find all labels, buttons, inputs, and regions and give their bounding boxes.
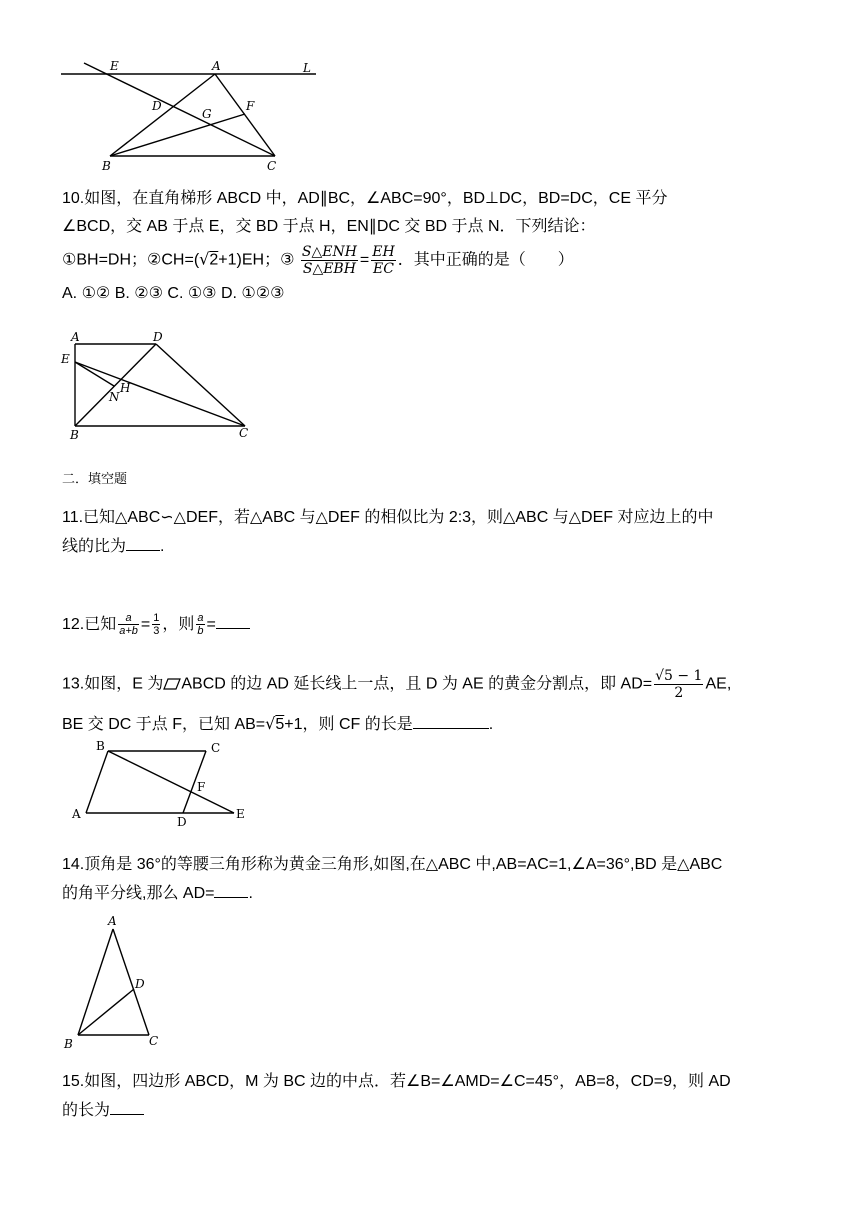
q12-equals-1: = [140, 616, 151, 633]
q10-ch-rest: +1)EH；③ [218, 251, 295, 269]
fig9-label-a: A [212, 59, 221, 73]
q15-text-line1: 15.如图，四边形 ABCD，M 为 BC 边的中点．若∠B=∠AMD=∠C=45°，AB=8，CD=9，则 AD [62, 1073, 731, 1090]
fig9-label-e: E [110, 59, 119, 73]
section-title-fill-in: 二．填空题 [62, 471, 128, 486]
q11-text-line1: 11.已知△ABC∽△DEF，若△ABC 与△DEF 的相似比为 2:3，则△ABC 与△DEF 对应边上的中 [62, 509, 714, 526]
q13-period: . [488, 716, 494, 733]
q13-prefix: 13.如图，E 为 [62, 675, 164, 693]
fig13-label-c: C [211, 741, 221, 755]
q12-fraction-3 [196, 612, 204, 637]
figure-q13 [68, 738, 258, 828]
q12-fraction-2 [152, 612, 160, 637]
fig13-label-e: E [236, 807, 245, 821]
fig13-label-a: A [72, 807, 81, 821]
q10-area-ratio-denominator: S△EBH [302, 261, 356, 277]
fig14-label-b: B [64, 1037, 73, 1051]
q12-fraction-1-denominator: a+b [119, 625, 138, 638]
q12-fraction-1-numerator: a [118, 612, 139, 625]
q13-line2-text: BE 交 DC 于点 F，已知 AB= [62, 716, 266, 733]
fig10-label-e: E [61, 352, 70, 366]
q12-fraction-3-denominator: b [197, 625, 204, 638]
q10-sqrt-value: 2 [209, 251, 219, 269]
q10-area-ratio-fraction [301, 244, 358, 277]
q13-golden-fraction [654, 668, 703, 701]
q12-prefix: 12.已知 [62, 616, 117, 633]
fig9-label-g: G [202, 107, 212, 121]
fig9-label-b: B [102, 159, 111, 173]
fig9-label-d: D [152, 99, 162, 113]
q13-text-line1 [62, 668, 731, 701]
q13-ab-sqrt-sign: √ [265, 714, 276, 733]
q13-golden-denominator: 2 [674, 685, 684, 701]
fig13-label-d: D [177, 815, 187, 828]
q10-conclusions [62, 244, 574, 277]
q11-period: . [160, 538, 165, 555]
fig10-label-b: B [70, 428, 79, 442]
q14-answer-blank[interactable] [214, 881, 248, 898]
q11-line2-text: 线的比为 [62, 538, 127, 555]
q10-paren-open: ( [193, 251, 200, 269]
q10-question-tail: ．其中正确的是（ ） [397, 251, 574, 269]
fig10-label-a: A [71, 330, 80, 344]
figure-q9 [58, 58, 320, 173]
q13-answer-blank[interactable] [413, 712, 489, 729]
q10-text-line1: 10.如图，在直角梯形 ABCD 中，AD∥BC，∠ABC=90°，BD⊥DC，BD=DC，CE 平分 [62, 190, 668, 207]
q10-segment-ratio-fraction [371, 244, 395, 277]
q12-answer-blank[interactable] [216, 612, 250, 629]
q10-sqrt-sign: √ [199, 249, 210, 269]
q13-line1-end: AE, [705, 675, 732, 693]
q10-segment-ratio-denominator: EC [373, 261, 394, 277]
q10-segment-ratio-numerator: EH [372, 244, 395, 260]
q13-text-line2 [62, 712, 493, 737]
q12-fraction-2-numerator: 1 [153, 612, 160, 625]
figure-q14 [58, 912, 170, 1054]
q15-line2-text: 的长为 [62, 1102, 111, 1119]
fig14-label-c: C [149, 1034, 159, 1048]
q12-equals-2: = [206, 616, 216, 633]
fig10-label-n: N [109, 390, 120, 404]
fig9-label-l: L [303, 61, 311, 75]
q10-conclusion-1-2: ①BH=DH；②CH= [62, 251, 194, 269]
fig14-label-a: A [108, 914, 117, 928]
figure-q10 [58, 330, 258, 442]
fig13-label-b: B [96, 739, 105, 753]
q12-text [62, 612, 250, 637]
q12-fraction-1 [118, 612, 139, 637]
q13-golden-numerator: √5 − 1 [655, 668, 703, 684]
fig10-label-h: H [120, 381, 131, 395]
q11-text-line2 [62, 534, 164, 559]
q10-options: A. ①② B. ②③ C. ①③ D. ①②③ [62, 285, 285, 302]
fig9-label-c: C [267, 159, 277, 173]
q10-equals: = [359, 251, 370, 269]
fig9-label-f: F [246, 99, 255, 113]
q13-ab-sqrt-value: 5 [275, 716, 285, 733]
fig10-label-d: D [153, 330, 163, 344]
q13-line1-text: ABCD 的边 AD 延长线上一点，且 D 为 AE 的黄金分割点，即 AD= [181, 675, 653, 693]
q12-fraction-2-denominator: 3 [153, 625, 160, 638]
fig13-label-f: F [197, 780, 206, 794]
parallelogram-icon [163, 678, 181, 690]
q10-area-ratio-numerator: S△ENH [301, 244, 357, 260]
q13-line2-rest: +1，则 CF 的长是 [284, 716, 413, 733]
q14-line2-text: 的角平分线,那么 AD= [62, 885, 215, 902]
q11-answer-blank[interactable] [126, 534, 160, 551]
fig10-label-c: C [239, 426, 249, 440]
q12-then: ，则 [162, 616, 195, 633]
q12-fraction-3-numerator: a [197, 612, 204, 625]
q10-text-line2: ∠BCD，交 AB 于点 E，交 BD 于点 H，EN∥DC 交 BD 于点 N．下列结论： [62, 218, 596, 235]
q15-answer-blank[interactable] [110, 1098, 144, 1115]
q14-text-line2 [62, 881, 253, 906]
fig14-label-d: D [135, 977, 145, 991]
q14-text-line1: 14.顶角是 36°的等腰三角形称为黄金三角形,如图,在△ABC 中,AB=AC=1,∠A=36°,BD 是△ABC [62, 856, 723, 873]
q14-period: . [248, 885, 253, 902]
q15-text-line2 [62, 1098, 144, 1123]
